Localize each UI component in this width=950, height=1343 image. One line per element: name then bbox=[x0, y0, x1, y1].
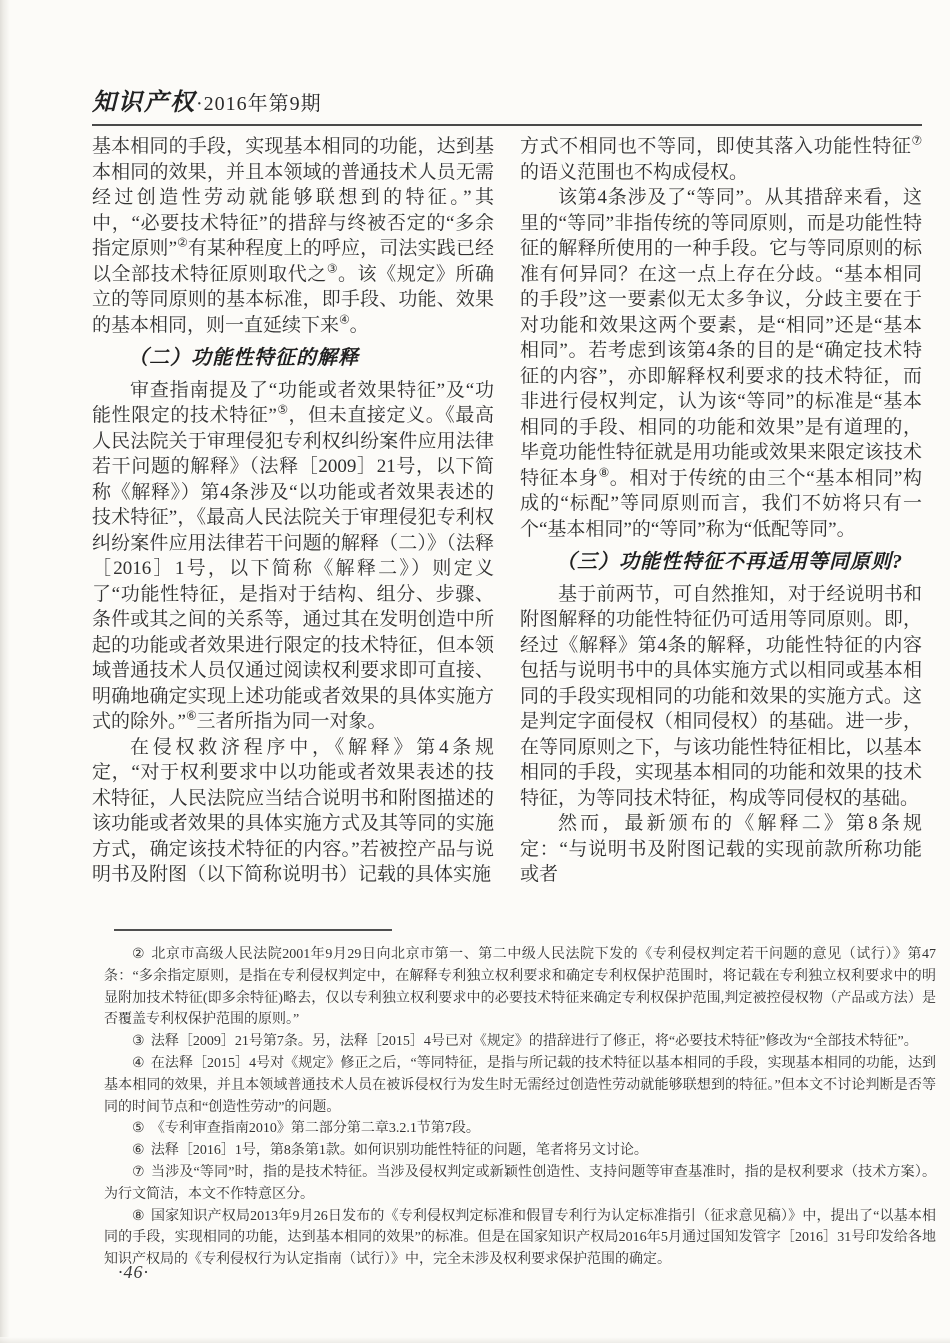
paragraph-continuation: 方式不相同也不等同，即使其落入功能性特征⑦的语义范围也不构成侵权。 bbox=[520, 134, 922, 183]
issue-label: ·2016年第9期 bbox=[196, 93, 322, 115]
footnote bbox=[104, 1053, 936, 1118]
footnote bbox=[104, 944, 936, 1031]
footnote bbox=[104, 1118, 936, 1140]
footnote-marker: ② bbox=[132, 947, 146, 962]
footnote-text: 《专利审查指南2010》第二部分第二章3.2.1节第7段。 bbox=[150, 1121, 480, 1137]
article-body bbox=[92, 134, 922, 888]
footnote-text: 法释［2016］1号，第8条第1款。如何识别功能性特征的问题，笔者将另文讨论。 bbox=[150, 1143, 648, 1159]
footnote-marker: ⑧ bbox=[132, 1208, 145, 1224]
paragraph: 在侵权救济程序中，《解释》第4条规定，“对于权利要求中以功能或者效果表述的技术特征，人民法院应当结合说明书和附图描述的该功能或者效果的具体实施方式及其等同的实施方式，确定该技术特征的内容。”若被控产品与说明书及附图（以下简称说明书）记载的具体实施 bbox=[92, 736, 494, 885]
footnote bbox=[104, 1206, 936, 1271]
scan-edge-shadow-bottom bbox=[0, 1337, 950, 1343]
section-heading-3: （三）功能性特征不再适用等同原则? bbox=[556, 551, 903, 573]
page-header bbox=[92, 82, 922, 126]
page-number: ·46· bbox=[118, 1262, 149, 1282]
paragraph: 然而，最新颁布的《解释二》第8条规定：“与说明书及附图记载的实现前款所称功能或者 bbox=[520, 813, 922, 885]
footnote-marker: ⑥ bbox=[132, 1143, 145, 1159]
scan-edge-shadow-left bbox=[0, 0, 10, 1343]
footnote-separator-line bbox=[114, 929, 392, 931]
footnote-text: 国家知识产权局2013年9月26日发布的《专利侵权判定标准和假冒专利行为认定标准指引（征求意见稿）》中，提出了“以基本相同的手段，实现相同的功能，达到基本相同的效果”的标准。但是在国家知识产权局2016年5月通过国知发管字［2016］31号印发给各地知识产权局的《专利侵权行为认定指南（试行）》中，完全未涉及权利要求保护范围的确定。 bbox=[104, 1208, 936, 1268]
paragraph-continuation: 基本相同的手段，实现基本相同的功能，达到基本相同的效果，并且本领域的普通技术人员无需经过创造性劳动就能够联想到的特征。”其中，“必要技术特征”的措辞与终被否定的“多余指定原则”②有某种程度上的呼应，司法实践已经以全部技术特征原则取代之③。该《规定》所确立的等同原则的基本标准，即手段、功能、效果的基本相同，则一直延续下来④。 bbox=[92, 136, 494, 336]
footnote-marker: ④ bbox=[132, 1055, 145, 1071]
footnote-marker: ⑤ bbox=[132, 1121, 145, 1137]
journal-title: 知识产权 bbox=[92, 90, 196, 116]
footnote-marker: ③ bbox=[132, 1034, 145, 1050]
footnote bbox=[104, 1031, 936, 1053]
right-column bbox=[520, 134, 922, 888]
footnote-text: 当涉及“等同”时，指的是技术特征。当涉及侵权判定或新颖性创造性、支持问题等审查基准时，指的是权利要求（技术方案）。为行文简洁，本文不作特意区分。 bbox=[104, 1164, 936, 1202]
left-column bbox=[92, 134, 494, 888]
footnote-text: 北京市高级人民法院2001年9月29日向北京市第一、第二中级人民法院下发的《专利侵权判定若干问题的意见（试行）》第47条：“多余指定原则，是指在专利侵权判定中，在解释专利独立权利要求和确定专利权保护范围时，将记载在专利独立权利要求中的明显附加技术特征(即多余特征)略去，仅以专利独立权利要求中的必要技术特征来确定专利权保护范围,判定被控侵权物（产品或方法）是否覆盖专利权保护范围的原则。” bbox=[104, 947, 936, 1028]
paragraph: 审查指南提及了“功能或者效果特征”及“功能性限定的技术特征”⑤，但未直接定义。《最高人民法院关于审理侵犯专利权纠纷案件应用法律若干问题的解释》（法释［2009］21号，以下简称《解释》）第4条涉及“以功能或者效果表述的技术特征”，《最高人民法院关于审理侵犯专利权纠纷案件应用法律若干问题的解释（二）》（法释［2016］1号，以下简称《解释二》）则定义了“功能性特征，是指对于结构、组分、步骤、条件或其之间的关系等，通过其在发明创造中所起的功能或者效果进行限定的技术特征，但本领域普通技术人员仅通过阅读权利要求即可直接、明确地确定实现上述功能或者效果的具体实施方式的除外。”⑥三者所指为同一对象。 bbox=[92, 379, 494, 732]
footnotes-block bbox=[104, 944, 936, 1271]
footnote-text: 法释［2009］21号第7条。另，法释［2015］4号已对《规定》的措辞进行了修正，将“必要技术特征”修改为“全部技术特征”。 bbox=[150, 1034, 918, 1050]
section-heading-2: （二）功能性特征的解释 bbox=[128, 347, 359, 369]
footnote-text: 在法释［2015］4号对《规定》修正之后，“等同特征，是指与所记载的技术特征以基本相同的手段，实现基本相同的功能，达到基本相同的效果，并且本领域普通技术人员在被诉侵权行为发生时无需经过创造性劳动就能够联想到的特征。”但本文不讨论判断是否等同的时间节点和“创造性劳动”的问题。 bbox=[104, 1055, 936, 1115]
footnote bbox=[104, 1140, 936, 1162]
footnote-marker: ⑦ bbox=[132, 1164, 145, 1180]
paragraph: 基于前两节，可自然推知，对于经说明书和附图解释的功能性特征仍可适用等同原则。即，经过《解释》第4条的解释，功能性特征的内容包括与说明书中的具体实施方式以相同或基本相同的手段实现相同的功能和效果的实施方式。这是判定字面侵权（相同侵权）的基础。进一步，在等同原则之下，与该功能性特征相比，以基本相同的手段，实现基本相同的功能和效果的技术特征，为等同技术特征，构成等同侵权的基础。 bbox=[520, 583, 922, 809]
paragraph: 该第4条涉及了“等同”。从其措辞来看，这里的“等同”非指传统的等同原则，而是功能性特征的解释所使用的一种手段。它与等同原则的标准有何异同？在这一点上存在分歧。“基本相同的手段”这一要素似无太多争议，分歧主要在于对功能和效果这两个要素，是“相同”还是“基本相同”。若考虑到该第4条的目的是“确定技术特征的内容”，亦即解释权利要求的技术特征，而非进行侵权判定，认为该“等同”的标准是“基本相同的手段、相同的功能和效果”是有道理的，毕竟功能性特征就是用功能或效果来限定该技术特征本身⑧。相对于传统的由三个“基本相同”构成的“标配”等同原则而言，我们不妨将只有一个“基本相同”的“等同”称为“低配等同”。 bbox=[520, 187, 922, 540]
footnote bbox=[104, 1162, 936, 1206]
